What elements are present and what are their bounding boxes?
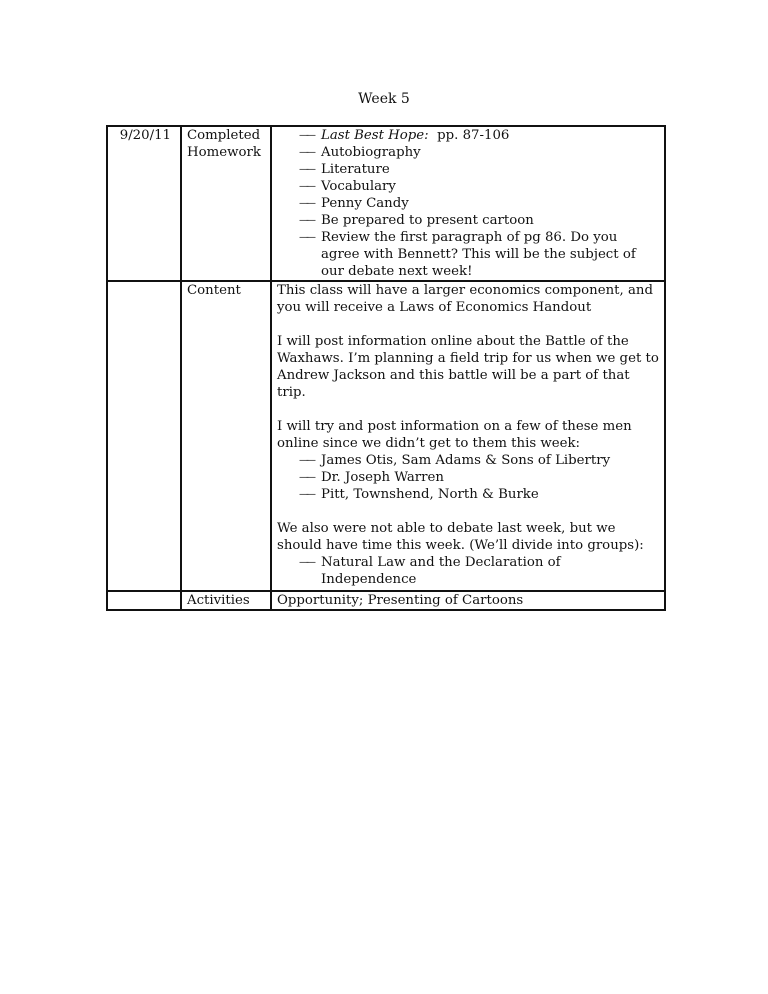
- table-row-homework: [107, 126, 665, 281]
- list-item: —— Vocabulary: [277, 178, 660, 195]
- activities-cell: Opportunity; Presenting of Cartoons: [271, 591, 665, 610]
- row-label-content: Content: [181, 281, 271, 591]
- date-cell: 9/20/11: [107, 126, 181, 281]
- book-title: Last Best Hope:: [321, 128, 429, 143]
- content-paragraph: We also were not able to debate last week, but we should have time this week. (We’ll divide into groups):: [277, 521, 644, 553]
- page-title: Week 5: [358, 91, 410, 107]
- debate-list: [277, 554, 660, 588]
- homework-list: [277, 127, 660, 280]
- date-cell: [107, 591, 181, 610]
- list-item: —— Autobiography: [277, 144, 660, 161]
- content-paragraph: I will post information online about the Battle of the Waxhaws. I’m planning a field trip for us when we get to Andrew Jackson and this battle will be a part of that trip.: [277, 334, 659, 400]
- weekly-schedule-table: [106, 125, 666, 611]
- list-item: —— Be prepared to present cartoon: [277, 212, 660, 229]
- page-range: pp. 87-106: [428, 128, 510, 143]
- row-label-homework: Completed Homework: [181, 126, 271, 281]
- homework-cell: [271, 126, 665, 281]
- content-paragraph: This class will have a larger economics component, and you will receive a Laws of Economics Handout: [277, 283, 653, 315]
- table-row-content: [107, 281, 665, 591]
- table-row-activities: [107, 591, 665, 610]
- content-paragraph: I will try and post information on a few of these men online since we didn’t get to them this week:: [277, 419, 632, 451]
- row-label-activities: Activities: [181, 591, 271, 610]
- date-cell: [107, 281, 181, 591]
- list-item: —— James Otis, Sam Adams & Sons of Libertry: [277, 452, 660, 469]
- men-list: [277, 452, 660, 503]
- list-item: —— Review the first paragraph of pg 86. Do you agree with Bennett? This will be the subject of our debate next week!: [277, 229, 660, 280]
- list-item: —— Literature: [277, 161, 660, 178]
- list-item: [277, 127, 660, 144]
- list-item: —— Penny Candy: [277, 195, 660, 212]
- list-item: —— Pitt, Townshend, North & Burke: [277, 486, 660, 503]
- content-cell: [271, 281, 665, 591]
- list-item: —— Natural Law and the Declaration of Independence: [277, 554, 660, 588]
- list-item: —— Dr. Joseph Warren: [277, 469, 660, 486]
